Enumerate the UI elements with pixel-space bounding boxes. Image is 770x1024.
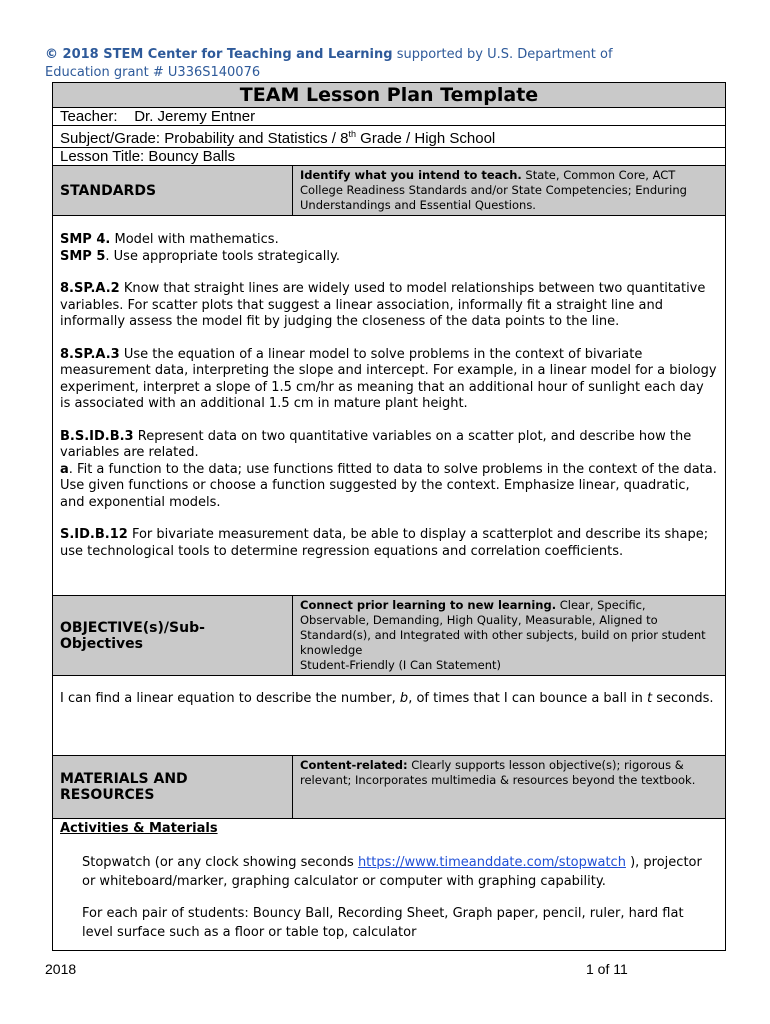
- stopwatch-post: ), projector or whiteboard/marker, graphing calculator or computer with graphing capability.: [82, 854, 702, 889]
- sp-a2-paragraph: [60, 281, 718, 331]
- stopwatch-pre: Stopwatch (or any clock showing seconds: [82, 854, 358, 870]
- bs-a-paragraph: [60, 462, 718, 512]
- lesson-plan-table: [52, 82, 726, 951]
- teacher-label: Teacher:: [60, 108, 118, 125]
- subject-prefix: Subject/Grade: Probability and Statistics / 8: [60, 130, 349, 147]
- materials-body: [53, 819, 726, 951]
- support-text: supported by U.S. Department of: [392, 47, 613, 62]
- sp-a2-code: 8.SP.A.2: [60, 281, 120, 296]
- sid-text: For bivariate measurement data, be able to display a scatterplot and describe its shape; use technological tools to determine regression equations and correlation coefficients.: [60, 527, 709, 559]
- sp-a3-text: Use the equation of a linear model to solve problems in the context of bivariate measurement data, interpreting the slope and intercept. For example, in a linear model for a biology experiment, interpret a slope of 1.5 cm/hr as meaning that an additional hour of sunlight each day is associated with an additional 1.5 cm in mature plant height.: [60, 346, 717, 411]
- materials-desc-rest: Clearly supports lesson objective(s); rigorous & relevant; Incorporates multimedia & resources beyond the textbook.: [300, 758, 696, 787]
- stopwatch-paragraph: [60, 853, 718, 891]
- subject-sup: th: [348, 129, 356, 139]
- materials-description: [293, 756, 726, 819]
- subject-row: [53, 126, 726, 148]
- materials-label: MATERIALS AND RESOURCES: [53, 756, 293, 819]
- objective-text-c: seconds.: [652, 691, 714, 706]
- copyright-text: © 2018 STEM Center for Teaching and Learning: [45, 47, 393, 62]
- standards-label: STANDARDS: [53, 166, 293, 216]
- standards-description: [293, 166, 726, 216]
- smp5-line: [60, 249, 718, 266]
- stopwatch-link[interactable]: https://www.timeanddate.com/stopwatch: [357, 854, 626, 870]
- lesson-title-row: Lesson Title: Bouncy Balls: [53, 148, 726, 166]
- objectives-description: [293, 596, 726, 676]
- sp-a2-text: Know that straight lines are widely used to model relationships between two quantitative variables. For scatter plots that suggest a linear association, informally fit a straight line and informally assess the model fit by judging the closeness of the data points to the line.: [60, 281, 706, 329]
- page-header: [45, 46, 695, 82]
- objective-var-b: b: [399, 691, 409, 706]
- smp4-text: Model with mathematics.: [110, 232, 279, 247]
- objective-text-a: I can find a linear equation to describe the number,: [60, 691, 400, 706]
- objectives-desc-bold: Connect prior learning to new learning.: [300, 598, 557, 612]
- smp4-code: SMP 4.: [60, 232, 111, 247]
- standards-desc-bold: Identify what you intend to teach.: [300, 168, 522, 182]
- sp-a3-paragraph: [60, 347, 718, 413]
- subject-suffix: Grade / High School: [356, 130, 496, 147]
- standards-body: [53, 216, 726, 596]
- sid-code: S.ID.B.12: [60, 527, 128, 542]
- objectives-label: OBJECTIVE(s)/Sub-Objectives: [53, 596, 293, 676]
- grant-text: Education grant # U336S140076: [45, 65, 261, 80]
- bs-code: B.S.ID.B.3: [60, 428, 134, 444]
- bs-a-code: a: [60, 461, 69, 477]
- objectives-body: [53, 676, 726, 756]
- objectives-desc-rest: Clear, Specific, Observable, Demanding, High Quality, Measurable, Aligned to Standard(s), and Integrated with other subjects, build on prior student knowledge: [300, 598, 706, 657]
- smp5-code: SMP 5: [60, 248, 106, 264]
- bs-text: Represent data on two quantitative variables on a scatter plot, and describe how the variables are related.: [60, 428, 692, 460]
- standards-desc-rest: State, Common Core, ACT College Readiness Standards and/or State Competencies; Enduring Understandings and Essential Questions.: [300, 168, 687, 212]
- objective-var-t: t: [647, 691, 653, 706]
- materials-desc-bold: Content-related:: [300, 758, 408, 772]
- teacher-name: Dr. Jeremy Entner: [134, 108, 256, 125]
- objective-text-b: , of times that I can bounce a ball in: [408, 691, 647, 706]
- teacher-row: [53, 108, 726, 126]
- footer-page-number: 1 of 11: [586, 961, 628, 977]
- smp5-text: . Use appropriate tools strategically.: [105, 248, 340, 264]
- pairs-paragraph: For each pair of students: Bouncy Ball, Recording Sheet, Graph paper, pencil, ruler, hard flat level surface such as a floor or table top, calculator: [82, 905, 684, 940]
- sid-paragraph: [60, 527, 718, 560]
- activities-heading: Activities & Materials: [60, 821, 218, 836]
- sp-a3-code: 8.SP.A.3: [60, 346, 120, 362]
- smp4-line: [60, 232, 718, 249]
- footer-year: 2018: [45, 961, 77, 977]
- document-title: TEAM Lesson Plan Template: [53, 83, 726, 108]
- objectives-desc-line2: Student-Friendly (I Can Statement): [300, 658, 501, 672]
- bs-paragraph: [60, 429, 718, 462]
- bs-a-text: . Fit a function to the data; use functions fitted to data to solve problems in the context of the data. Use given functions or choose a function suggested by the context. Emphasize linear, quadratic, and exponential models.: [60, 461, 717, 510]
